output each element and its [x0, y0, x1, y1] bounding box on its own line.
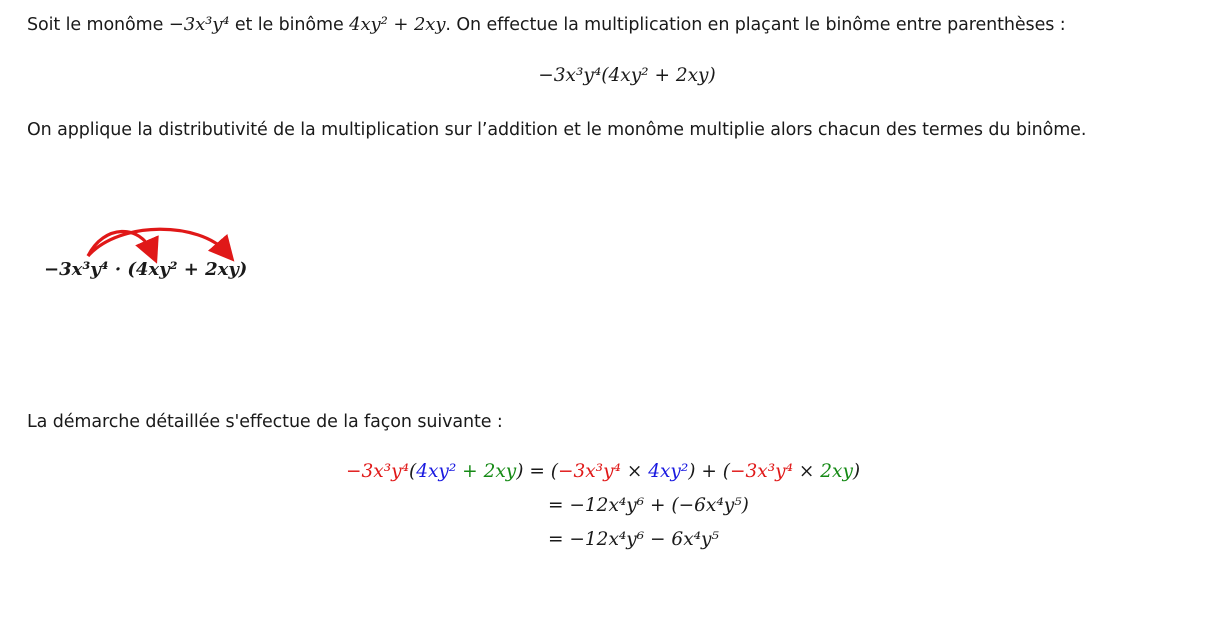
line1-open1: ( [550, 461, 558, 482]
intro-binomial: 4xy² + 2xy [349, 14, 446, 35]
line2-equals: = [548, 495, 564, 516]
lhs-term2: 2xy [483, 461, 517, 482]
lhs-plus: + [456, 461, 484, 482]
intro-text-start: Soit le monôme [27, 15, 169, 35]
line1-equals: = [529, 461, 545, 482]
line1-mono2: −3x³y⁴ [730, 461, 793, 482]
line1-times2: × [793, 461, 821, 482]
line1-times1: × [620, 461, 649, 482]
lhs-open-paren: ( [409, 461, 417, 482]
diagram-expression: −3x³y⁴ · (4xy² + 2xy) [44, 259, 248, 280]
lhs-close-paren: ) [516, 461, 524, 482]
steps-line-2 [548, 495, 749, 516]
line1-open2: ( [722, 461, 730, 482]
line1-close2: ) [852, 461, 861, 482]
display-expression: −3x³y⁴(4xy² + 2xy) [538, 65, 716, 86]
line1-close1: ) [688, 461, 696, 482]
steps-intro: La démarche détaillée s'effectue de la façon suivante : [27, 412, 503, 432]
steps-line-3 [548, 529, 719, 550]
intro-monomial: −3x³y⁴ [168, 14, 230, 35]
lhs-monomial: −3x³y⁴ [346, 461, 409, 482]
line3-expression: −12x⁴y⁶ − 6x⁴y⁵ [569, 529, 719, 550]
line1-term1: 4xy² [648, 461, 689, 482]
line2-expression: −12x⁴y⁶ + (−6x⁴y⁵) [569, 495, 749, 516]
steps-line-1 [346, 461, 860, 482]
line1-plus: + [695, 461, 723, 482]
intro-text-middle: et le binôme [229, 15, 350, 35]
lhs-term1: 4xy² [416, 461, 457, 482]
line1-term2: 2xy [820, 461, 853, 482]
intro-text-end: . On effectue la multiplication en plaçant le binôme entre parenthèses : [445, 15, 1066, 35]
line1-mono1: −3x³y⁴ [557, 461, 621, 482]
line3-equals: = [548, 529, 564, 550]
distributivity-paragraph: On applique la distributivité de la multiplication sur l’addition et le monôme multiplie alors chacun des termes du binôme. [27, 120, 1087, 140]
intro-paragraph [27, 14, 1066, 35]
